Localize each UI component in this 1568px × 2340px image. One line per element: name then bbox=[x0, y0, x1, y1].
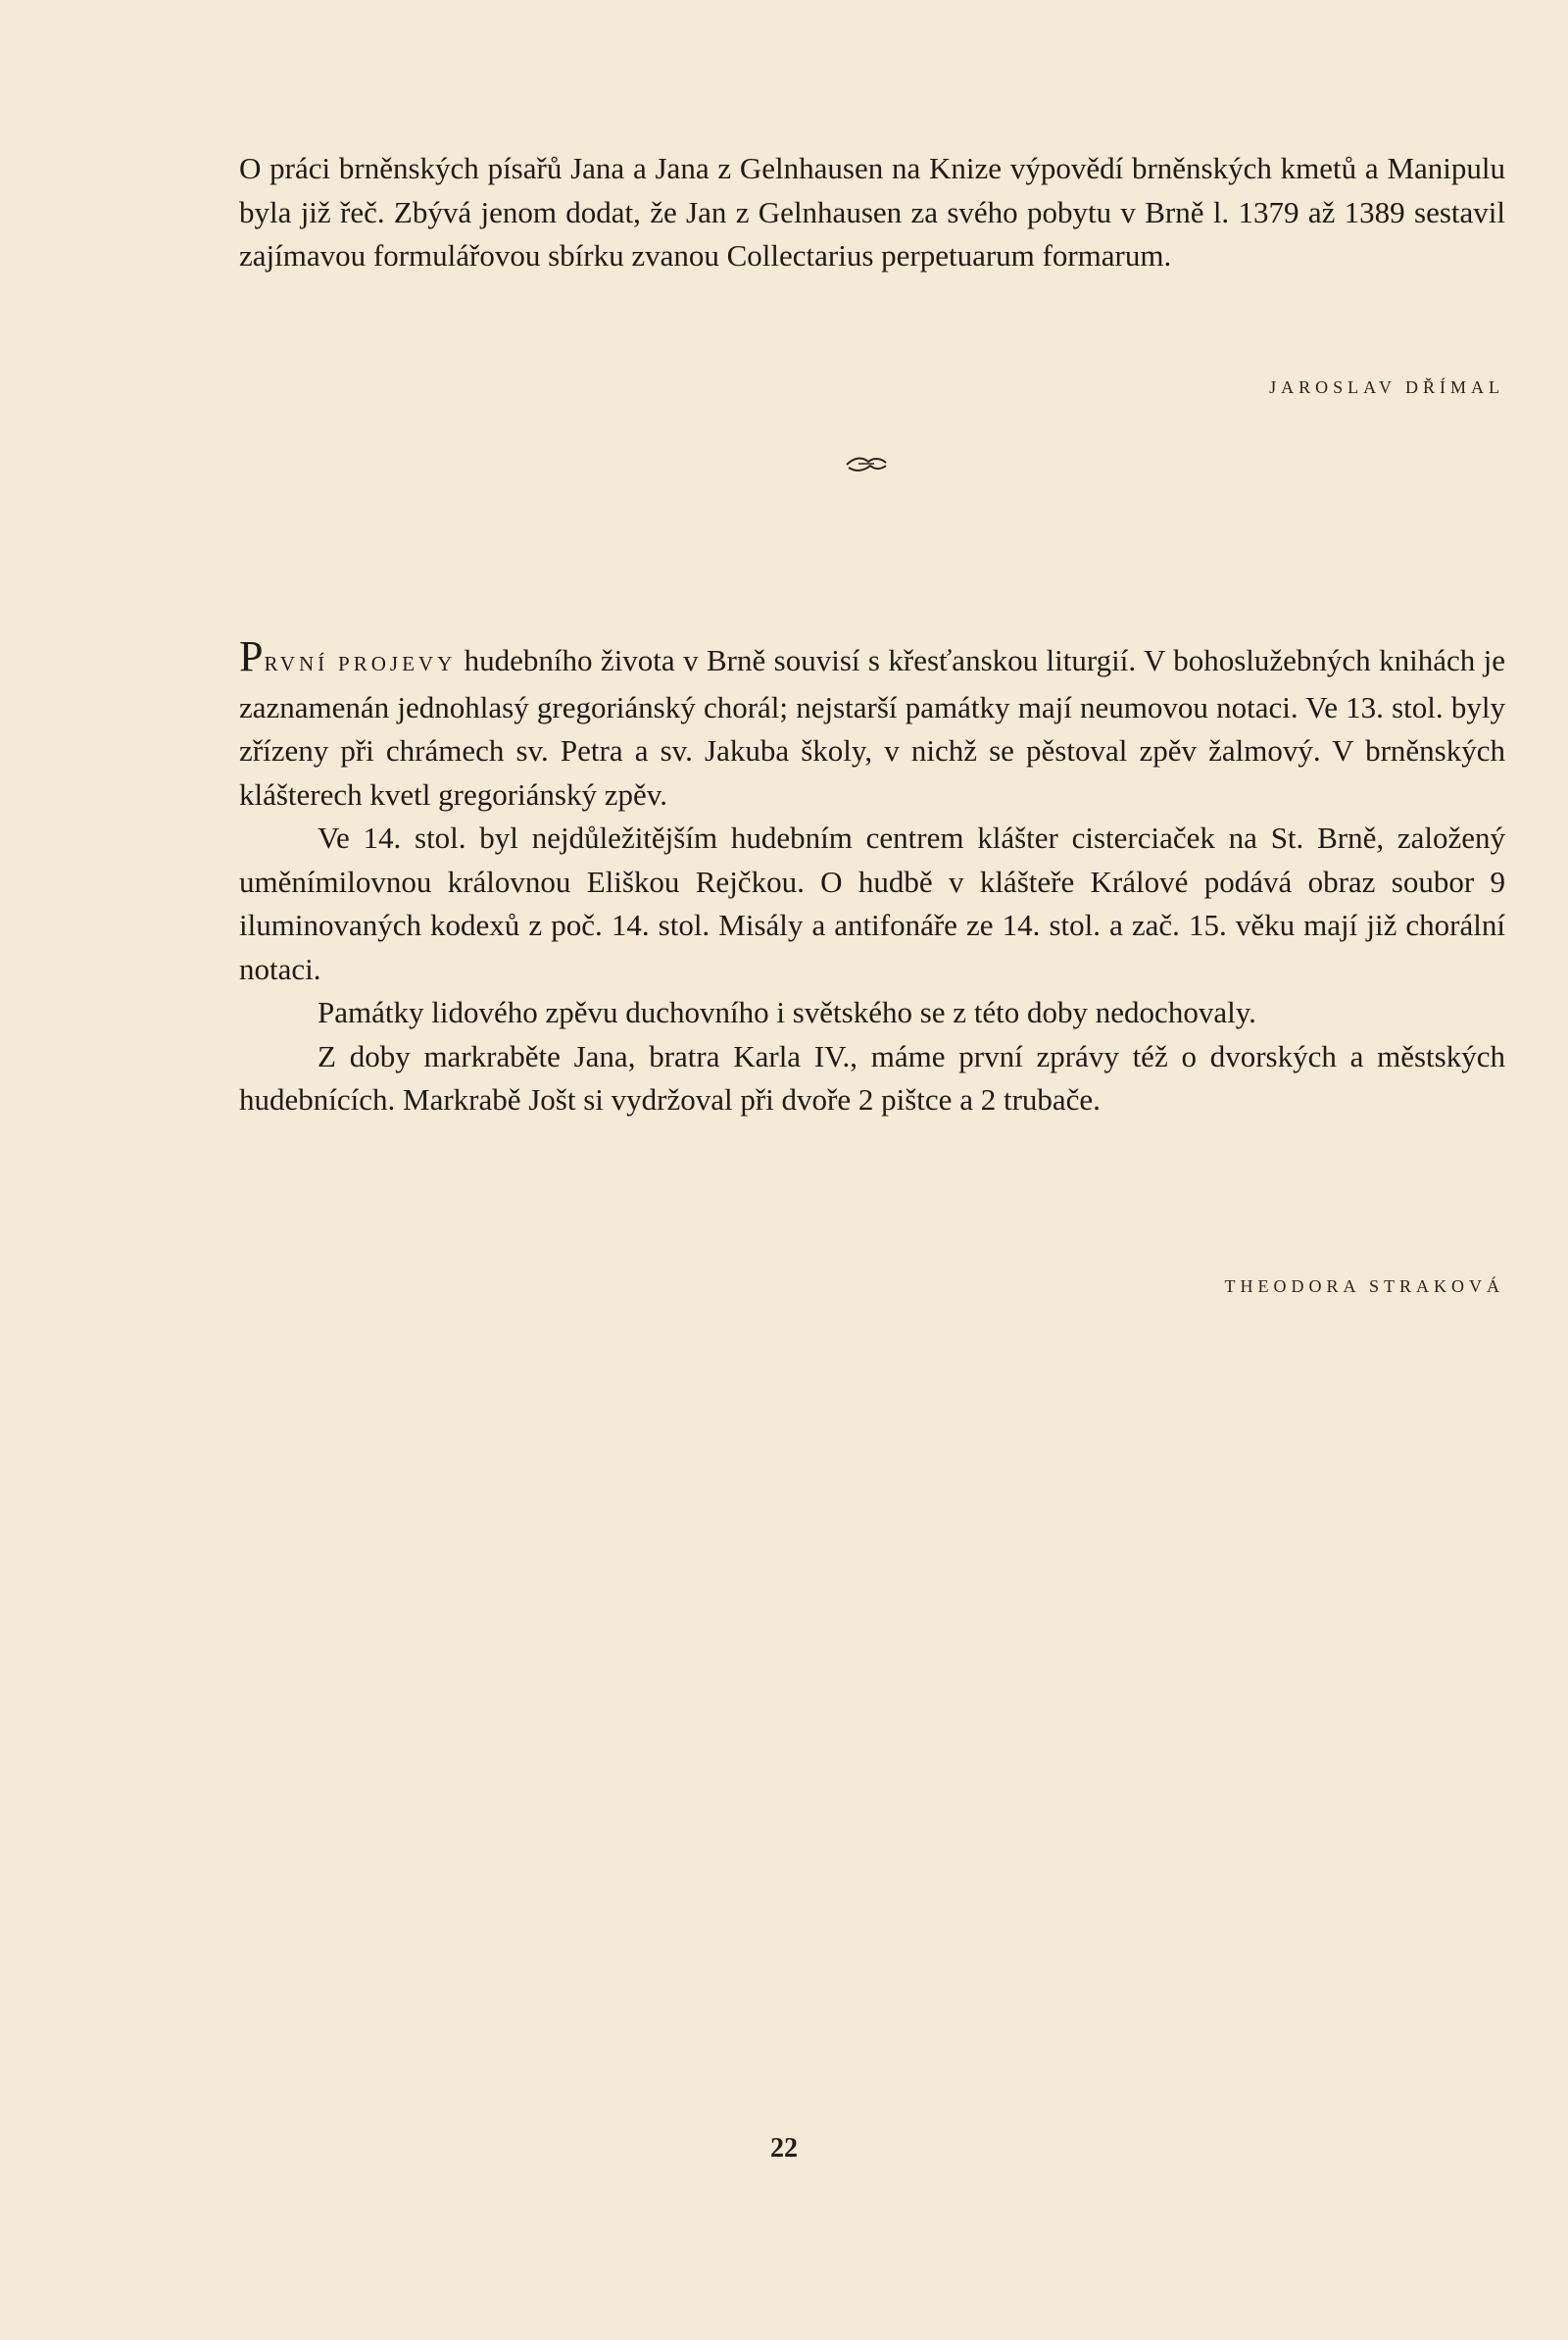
small-caps-lead: RVNÍ PROJEVY bbox=[264, 652, 457, 675]
paragraph-first-music bbox=[239, 632, 1505, 817]
paragraph-first-music-text: hudebního života v Brně souvisí s křesťanskou liturgií. V bohoslužebných knihách je zaznamenán jednohlasý gregoriánský chorál; nejstarší památky mají neumovou notaci. Ve 13. stol. byly zřízeny při chrámech sv. Petra a sv. Jakuba školy, v nichž se pěstoval zpěv žalmový. V brněnských klášterech kvetl gregoriánský zpěv. bbox=[239, 643, 1505, 812]
section-music-history bbox=[239, 632, 1505, 1122]
paragraph-court-musicians: Z doby markraběte Jana, bratra Karla IV., máme první zprávy též o dvorských a městských hudebnících. Markrabě Jošt si vydržoval při dvoře 2 pištce a 2 trubače. bbox=[239, 1038, 1505, 1117]
paragraph-folk-songs: Památky lidového zpěvu duchovního i světského se z této doby nedochovaly. bbox=[318, 995, 1256, 1029]
paragraph-14th-century: Ve 14. stol. byl nejdůležitějším hudebním centrem klášter cisterciaček na St. Brně, založený uměnímilovnou královnou Eliškou Rejčkou. O hudbě v klášteře Králové podává obraz soubor 9 iluminovaných kodexů z poč. 14. stol. Misály a antifonáře ze 14. stol. a zač. 15. věku mají již chorální notaci. bbox=[239, 821, 1505, 986]
author-signature-drimal: JAROSLAV DŘÍMAL bbox=[1269, 377, 1504, 397]
author-signature-strakova: THEODORA STRAKOVÁ bbox=[1224, 1276, 1504, 1296]
fleuron-ornament-icon bbox=[845, 453, 888, 476]
section-gelnhausen bbox=[239, 147, 1505, 278]
paragraph-gelnhausen: O práci brněnských písařů Jana a Jana z Gelnhausen na Knize výpovědí brněnských kmetů a Manipulu byla již řeč. Zbývá jenom dodat, že Jan z Gelnhausen za svého pobytu v Brně l. 1379 až 1389 sestavil zajímavou formulářovou sbírku zvanou Collectarius perpetuarum formarum. bbox=[239, 151, 1505, 273]
page-number: 22 bbox=[770, 2133, 798, 2164]
drop-cap: P bbox=[239, 632, 265, 680]
